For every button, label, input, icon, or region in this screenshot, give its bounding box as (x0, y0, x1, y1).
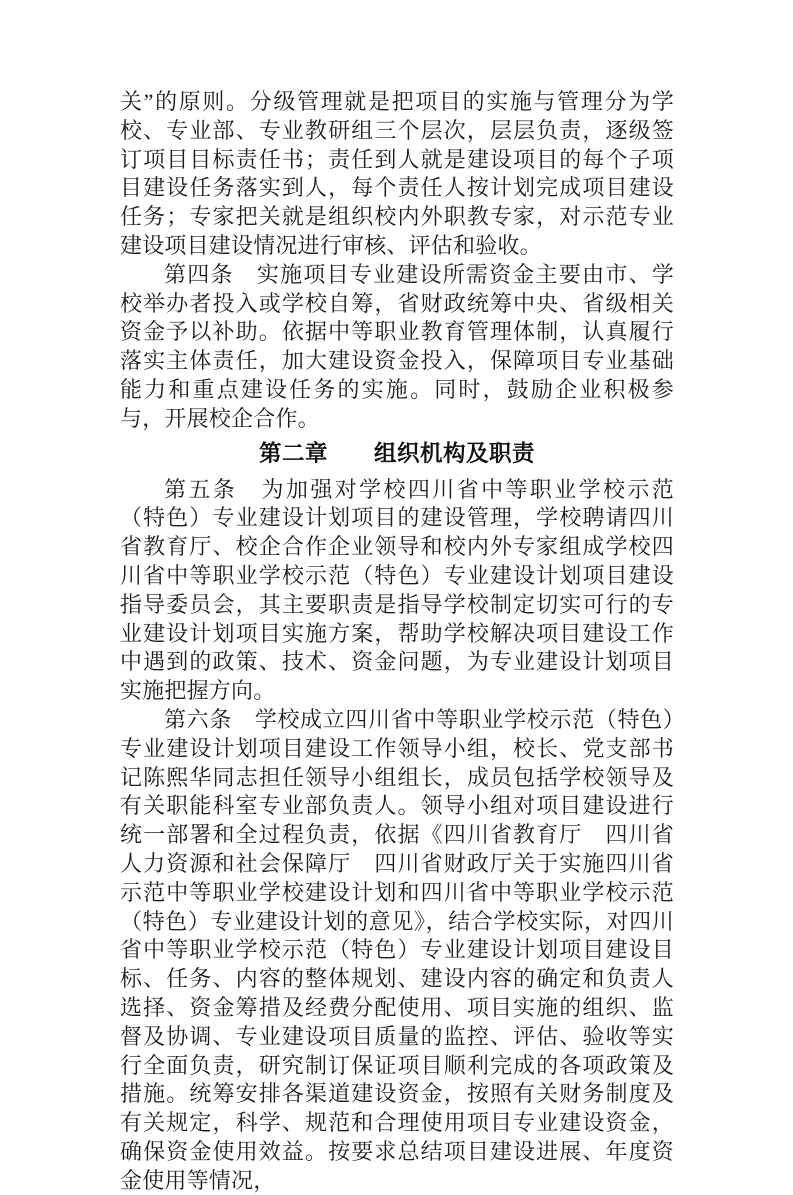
paragraph-article-6: 第六条 学校成立四川省中等职业学校示范（特色）专业建设计划项目建设工作领导小组，校长、党支部书记陈熙华同志担任领导小组组长，成员包括学校领导及有关职能科室专业部负责人。领导小组对项目建设进行统一部署和全过程负责，依据《四川省教育厅 四川省人力资源和社会保障厅 四川省财政厅关于实施四川省示范中等职业学校建设计划和四川省中等职业学校示范（特色）专业建设计划的意见》，结合学校实际，对四川省中等职业学校示范（特色）专业建设计划项目建设目标、任务、内容的整体规划、建设内容的确定和负责人选择、资金筹措及经费分配使用、项目实施的组织、监督及协调、专业建设项目质量的监控、评估、验收等实行全面负责，研究制订保证项目顺利完成的各项政策及措施。统筹安排各渠道建设资金，按照有关财务制度及有关规定，科学、规范和合理使用项目专业建设资金，确保资金使用效益。按要求总结项目建设进展、年度资金使用等情况， (120, 706, 674, 1193)
paragraph-article-5: 第五条 为加强对学校四川省中等职业学校示范（特色）专业建设计划项目的建设管理，学校聘请四川省教育厅、校企合作企业领导和校内外专家组成学校四川省中等职业学校示范（特色）专业建设计划项目建设指导委员会，其主要职责是指导学校制定切实可行的专业建设计划项目实施方案，帮助学校解决项目建设工作中遇到的政策、技术、资金问题，为专业建设计划项目实施把握方向。 (120, 476, 674, 704)
chapter-heading: 第二章 组织机构及职责 (258, 440, 535, 466)
document-page (120, 88, 674, 1195)
paragraph-continuation: 关”的原则。分级管理就是把项目的实施与管理分为学校、专业部、专业教研组三个层次，层层负责，逐级签订项目目标责任书；责任到人就是建设项目的每个子项目建设任务落实到人，每个责任人按计划完成项目建设任务；专家把关就是组织校内外职教专家，对示范专业建设项目建设情况进行审核、评估和验收。 (120, 89, 674, 258)
paragraph-article-4: 第四条 实施项目专业建设所需资金主要由市、学校举办者投入或学校自筹，省财政统筹中央、省级相关资金予以补助。依据中等职业教育管理体制，认真履行落实主体责任，加大建设资金投入，保障项目专业基础能力和重点建设任务的实施。同时，鼓励企业积极参与，开展校企合作。 (120, 261, 674, 431)
